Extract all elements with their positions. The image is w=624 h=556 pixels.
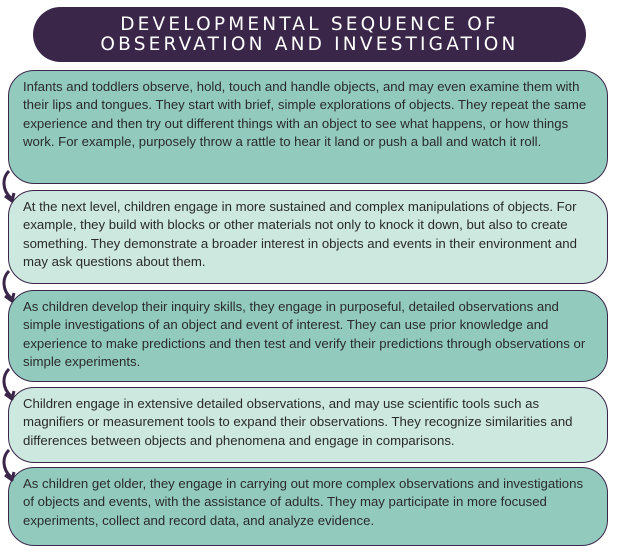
curved-arrow-icon: [0, 368, 22, 402]
step-box-4: [8, 387, 608, 463]
step-box-5: [8, 467, 608, 546]
curved-arrow-icon: [0, 270, 22, 304]
step-box-2: [8, 190, 608, 284]
step-text-3: As children develop their inquiry skills, they engage in purposeful, detailed observations and simple investigations of an object and event of interest. They can use prior knowledge and experience to make predictions and then test and verify their predictions through observations or simple experiments.: [23, 299, 586, 370]
step-text-1: Infants and toddlers observe, hold, touch and handle objects, and may even examine them with their lips and tongues. They start with brief, simple explorations of objects. They repeat the same experience and then try out different things with an object to see what happens, or how things work. For example, purposely throw a rattle to hear it land or push a ball and watch it roll.: [23, 79, 587, 150]
title-line-1: DEVELOPMENTAL SEQUENCE OF: [120, 13, 499, 35]
curved-arrow-icon: [0, 449, 22, 483]
step-text-5: As children get older, they engage in carrying out more complex observations and investigations of objects and events, with the assistance of adults. They may participate in more focused experiments, collect and record data, and analyze evidence.: [23, 476, 584, 528]
curved-arrow-icon: [0, 170, 22, 204]
step-box-1: [8, 70, 608, 184]
step-text-2: At the next level, children engage in more sustained and complex manipulations of objects. For example, they build with blocks or other materials not only to knock it down, but also to create something. They demonstrate a broader interest in objects and events in their environment and may ask questions about them.: [23, 199, 577, 270]
step-box-3: [8, 290, 608, 382]
title-line-2: OBSERVATION AND INVESTIGATION: [100, 33, 519, 55]
step-text-4: Children engage in extensive detailed observations, and may use scientific tools such as magnifiers or measurement tools to expand their observations. They recognize similarities and differences between objects and phenomena and engage in comparisons.: [23, 396, 573, 448]
title-banner: [33, 7, 586, 62]
